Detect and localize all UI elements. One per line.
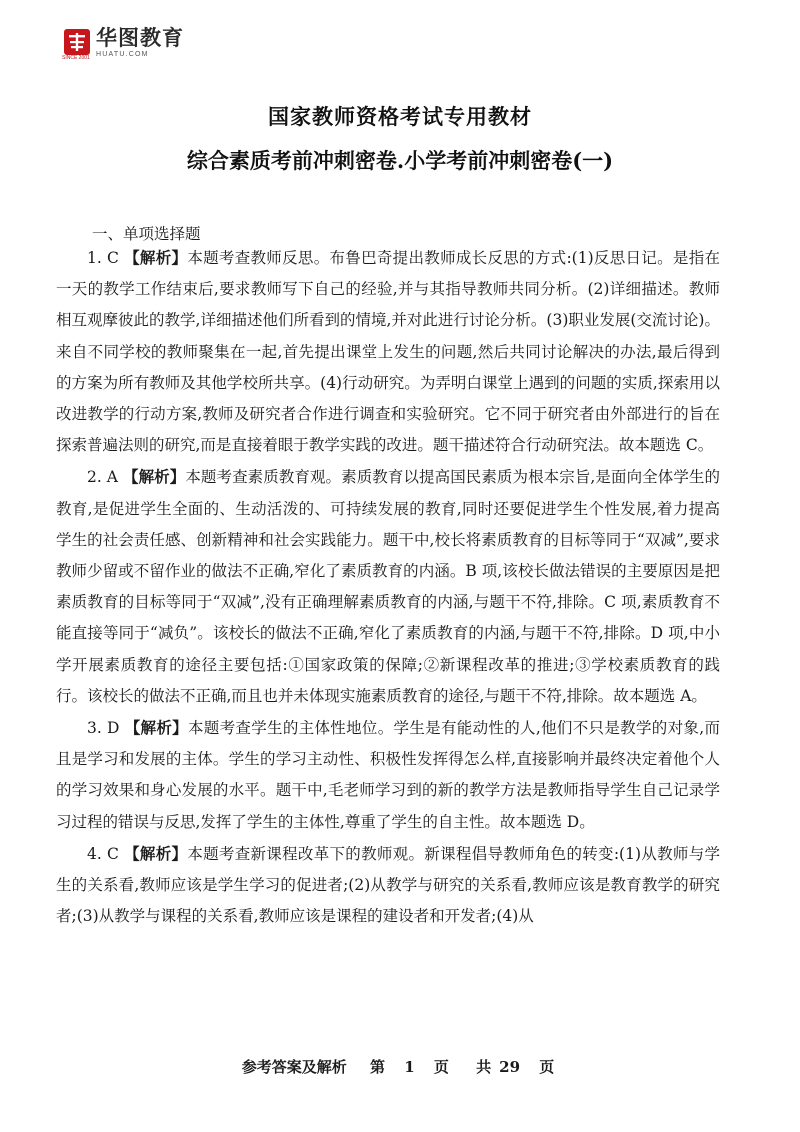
answer-content [56, 242, 720, 932]
footer-label: 参考答案及解析 [241, 1058, 347, 1076]
answer-item [56, 242, 720, 461]
document-title: 国家教师资格考试专用教材 [268, 104, 532, 129]
answer-number: 4. C [87, 844, 125, 863]
footer-page: 第 1 页 [369, 1058, 449, 1076]
answer-number: 2. A [87, 468, 123, 487]
answer-item [56, 712, 720, 838]
page-number: 1 [404, 1058, 415, 1076]
brand-since: SINCE 2001 [62, 55, 90, 61]
answer-text: 本题考查素质教育观。素质教育以提高国民素质为根本宗旨,是面向全体学生的教育,是促进学生全面的、生动活泼的、可持续发展的教育,同时还要促进学生个性发展,着力提高学生的社会责任感、创新精神和社会实践能力。题干中,校长将素质教育的目标等同于“双减”,要求教师少留或不留作业的做法不正确,窄化了素质教育的内涵。B 项,该校长做法错误的主要原因是把素质教育的目标等同于“双减”,没有正确理解素质教育的内涵,与题干不符,排除。C 项,素质教育不能直接等同于“减负”。该校长的做法不正确,窄化了素质教育的内涵,与题干不符,排除。D 项,中小学开展素质教育的途径主要包括:①国家政策的保障;②新课程改革的推进;③学校素质教育的践行。该校长的做法不正确,而且也并未体现实施素质教育的途径,与题干不符,排除。故本题选 A。 [56, 468, 720, 705]
footer-total: 共 29 页 [476, 1058, 555, 1076]
section-heading: 一、单项选择题 [92, 225, 201, 243]
answer-text: 本题考查学生的主体性地位。学生是有能动性的人,他们不只是教学的对象,而且是学习和发展的主体。学生的学习主动性、积极性发挥得怎么样,直接影响并最终决定着他个人的学习效果和身心发展的水平。题干中,毛老师学习到的新的教学方法是教师指导学生自己记录学习过程的错误与反思,发挥了学生的主体性,尊重了学生的自主性。故本题选 D。 [56, 719, 720, 831]
analysis-tag: 【解析】 [124, 718, 188, 738]
page-footer [0, 1056, 800, 1077]
answer-item [56, 838, 720, 933]
total-pages: 29 [499, 1058, 521, 1076]
brand-url: HUATU.COM [96, 51, 149, 58]
answer-item [56, 461, 720, 712]
analysis-tag: 【解析】 [124, 843, 188, 863]
analysis-tag: 【解析】 [123, 467, 186, 487]
answer-text: 本题考查教师反思。布鲁巴奇提出教师成长反思的方式:(1)反思日记。是指在一天的教学工作结束后,要求教师写下自己的经验,并与其指导教师共同分析。(2)详细描述。教师相互观摩彼此的教学,详细描述他们所看到的情境,并对此进行讨论分析。(3)职业发展(交流讨论)。来自不同学校的教师聚集在一起,首先提出课堂上发生的问题,然后共同讨论解决的办法,最后得到的方案为所有教师及其他学校所共享。(4)行动研究。为弄明白课堂上遇到的问题的实质,探索用以改进教学的行动方案,教师及研究者合作进行调查和实验研究。它不同于研究者由外部进行的旨在探索普遍法则的研究,而是直接着眼于教学实践的改进。题干描述符合行动研究法。故本题选 C。 [56, 249, 720, 455]
answer-number: 3. D [87, 719, 125, 738]
answer-text: 本题考查新课程改革下的教师观。新课程倡导教师角色的转变:(1)从教师与学生的关系看,教师应该是学生学习的促进者;(2)从教学与研究的关系看,教师应该是教育教学的研究者;(3)从教学与课程的关系看,教师应该是课程的建设者和开发者;(4)从 [56, 844, 720, 926]
huatu-logo-icon [62, 29, 90, 61]
answer-number: 1. C [87, 249, 125, 267]
document-subtitle: 综合素质考前冲刺密卷.小学考前冲刺密卷(一) [186, 148, 614, 173]
analysis-tag: 【解析】 [124, 248, 188, 267]
brand-logo [62, 26, 184, 61]
brand-name: 华图教育 [96, 26, 184, 50]
